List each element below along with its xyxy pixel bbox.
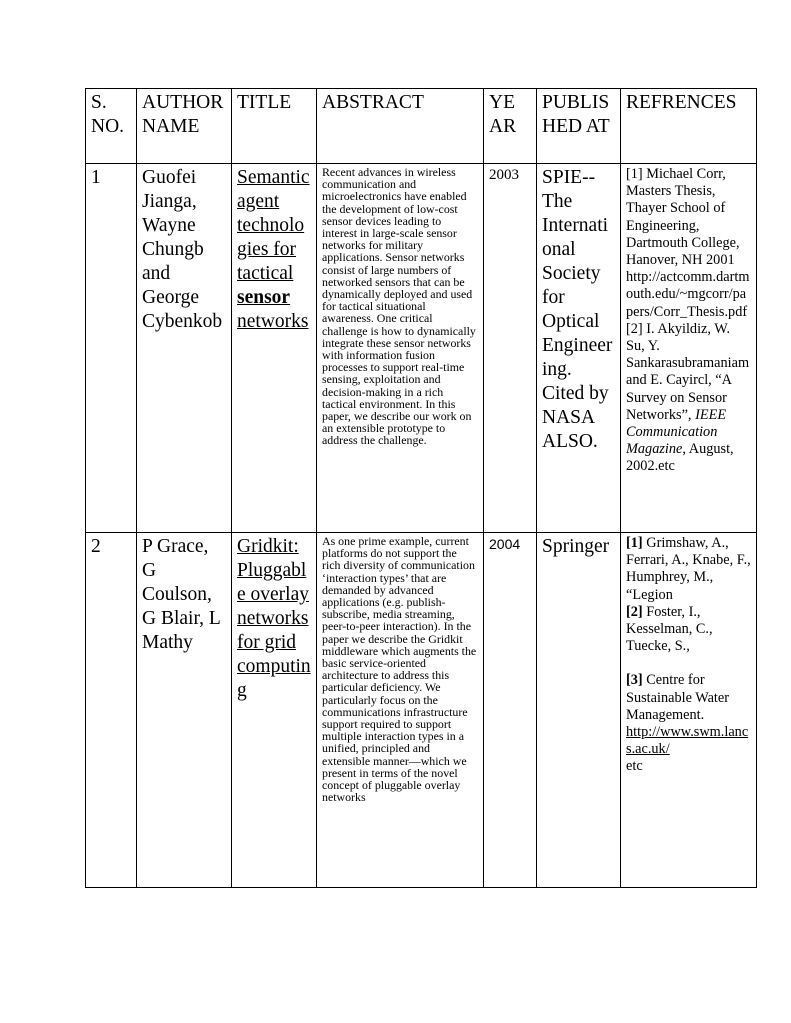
- header-abstract: ABSTRACT: [317, 89, 484, 164]
- reference-item: [626, 672, 751, 758]
- paper-title-link[interactable]: [237, 167, 310, 332]
- reference-text: Grimshaw, A., Ferrari, A., Knabe, F., Humphrey, M., “Legion: [626, 535, 751, 603]
- cell-abstract: Recent advances in wireless communication and microelectronics have enabled the development of low-cost sensor devices leading to interest in large-scale sensor networks for military applications. Sensor networks consist of large numbers of networked sensors that can be dynamically deployed and used for tactical situational awareness. One critical challenge is how to dynamically integrate these sensor networks with information fusion processes to support real-time sensing, exploitation and decision-making in a rich tactical environment. In this paper, we describe our work on an extensible prototype to address the challenge.: [317, 164, 484, 533]
- reference-text: [2] I. Akyildiz, W. Su, Y. Sankarasubramaniam and E. Cayircl, “A Survey on Sensor Networks”,: [626, 320, 750, 423]
- reference-item: [1] Michael Corr, Masters Thesis, Thayer School of Engineering, Dartmouth College, Hanover, NH 2001 http://actcomm.dartmouth.edu/~mgcorr/papers/Corr_Thesis.pdf: [626, 166, 750, 320]
- cell-references: [621, 533, 757, 888]
- title-text-end: networks: [237, 311, 309, 332]
- header-sno: S. NO.: [86, 89, 137, 164]
- table-row: [86, 164, 757, 533]
- reference-item: [626, 321, 751, 476]
- header-references: REFRENCES: [621, 89, 757, 164]
- paper-title-link[interactable]: Gridkit: Pluggable overlay networks for grid computing: [237, 536, 311, 701]
- reference-number: [2]: [626, 603, 643, 620]
- cell-sno: 2: [86, 533, 137, 888]
- title-text: Semantic agent technologies for tactical: [237, 167, 310, 284]
- header-row: [86, 89, 757, 164]
- reference-spacer: [626, 655, 751, 672]
- reference-number: [3]: [626, 672, 643, 689]
- table-row: [86, 533, 757, 888]
- cell-authors: Guofei Jianga, Wayne Chungb and George Cybenkob: [137, 164, 232, 533]
- cell-published-at: Springer: [537, 533, 621, 888]
- reference-text: Foster, I., Kesselman, C., Tuecke, S.,: [626, 603, 713, 655]
- literature-survey-table: [85, 88, 757, 888]
- cell-year: 2004: [484, 533, 537, 888]
- reference-journal: IEEE Communication Magazine: [626, 406, 727, 458]
- reference-number: [1]: [626, 535, 643, 551]
- cell-title: [232, 533, 317, 888]
- cell-title: [232, 164, 317, 533]
- cell-authors: P Grace, G Coulson, G Blair, L Mathy: [137, 533, 232, 888]
- cell-abstract: As one prime example, current platforms do not support the rich diversity of communication ‘interaction types’ that are demanded by advanced applications (e.g. publish-subscribe, media streaming, peer-to-peer interaction). In the paper we describe the Gridkit middleware which augments the basic service-oriented architecture to address this particular deficiency. We particularly focus on the communications infrastructure support required to support multiple interaction types in a unified, principled and extensible manner—which we present in terms of the novel concept of pluggable overlay networks: [317, 533, 484, 888]
- header-author-name: AUTHOR NAME: [137, 89, 232, 164]
- header-published-at: PUBLIS HED AT: [537, 89, 621, 164]
- reference-text: Centre for Sustainable Water Management.: [626, 672, 730, 723]
- cell-references: [621, 164, 757, 533]
- reference-url-link[interactable]: http://www.swm.lancs.ac.uk/: [626, 724, 749, 758]
- title-bold-text: sensor: [237, 287, 291, 308]
- reference-tail: etc: [626, 758, 643, 775]
- header-title: TITLE: [232, 89, 317, 164]
- cell-year: 2003: [484, 164, 537, 533]
- header-year: YE AR: [484, 89, 537, 164]
- reference-item: [626, 535, 751, 604]
- reference-item: [626, 604, 751, 656]
- reference-text-end: , August, 2002.etc: [626, 441, 734, 475]
- cell-sno: 1: [86, 164, 137, 533]
- cell-published-at: SPIE--The International Society for Optical Engineering. Cited by NASA ALSO.: [537, 164, 621, 533]
